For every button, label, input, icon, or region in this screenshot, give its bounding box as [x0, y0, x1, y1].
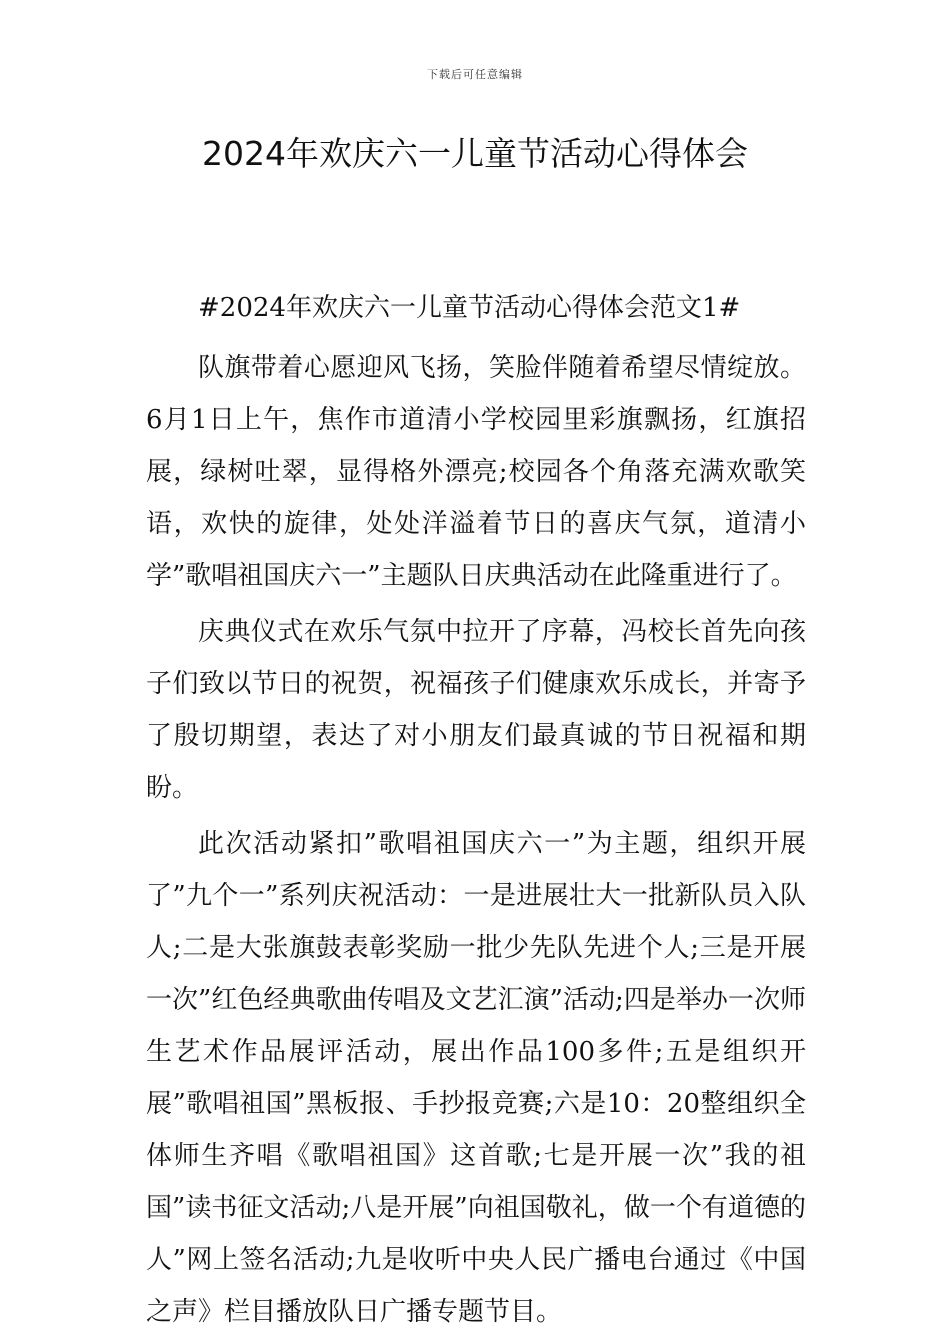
paragraph-2: 庆典仪式在欢乐气氛中拉开了序幕，冯校长首先向孩子们致以节日的祝贺，祝福孩子们健康欢乐成长，并寄予了殷切期望，表达了对小朋友们最真诚的节日祝福和期盼。 — [146, 617, 806, 803]
section-subheading: #2024年欢庆六一儿童节活动心得体会范文1# — [198, 293, 741, 323]
document-body — [146, 282, 806, 1342]
header-note: 下载后可任意编辑 — [427, 68, 523, 81]
document-title: 2024年欢庆六一儿童节活动心得体会 — [202, 134, 748, 173]
paragraph-3: 此次活动紧扣”歌唱祖国庆六一”为主题，组织开展了”九个一”系列庆祝活动：一是进展壮大一批新队员入队人;二是大张旗鼓表彰奖励一批少先队先进个人;三是开展一次”红色经典歌曲传唱及文艺汇演”活动;四是举办一次师生艺术作品展评活动，展出作品100多件;五是组织开展”歌唱祖国”黑板报、手抄报竞赛;六是10：20整组织全体师生齐唱《歌唱祖国》这首歌;七是开展一次”我的祖国”读书征文活动;八是开展”向祖国敬礼，做一个有道德的人”网上签名活动;九是收听中央人民广播电台通过《中国之声》栏目播放队日广播专题节目。 — [146, 829, 806, 1327]
paragraph-1: 队旗带着心愿迎风飞扬，笑脸伴随着希望尽情绽放。6月1日上午，焦作市道清小学校园里彩旗飘扬，红旗招展，绿树吐翠，显得格外漂亮;校园各个角落充满欢歌笑语，欢快的旋律，处处洋溢着节日的喜庆气氛，道清小学”歌唱祖国庆六一”主题队日庆典活动在此隆重进行了。 — [146, 353, 806, 591]
